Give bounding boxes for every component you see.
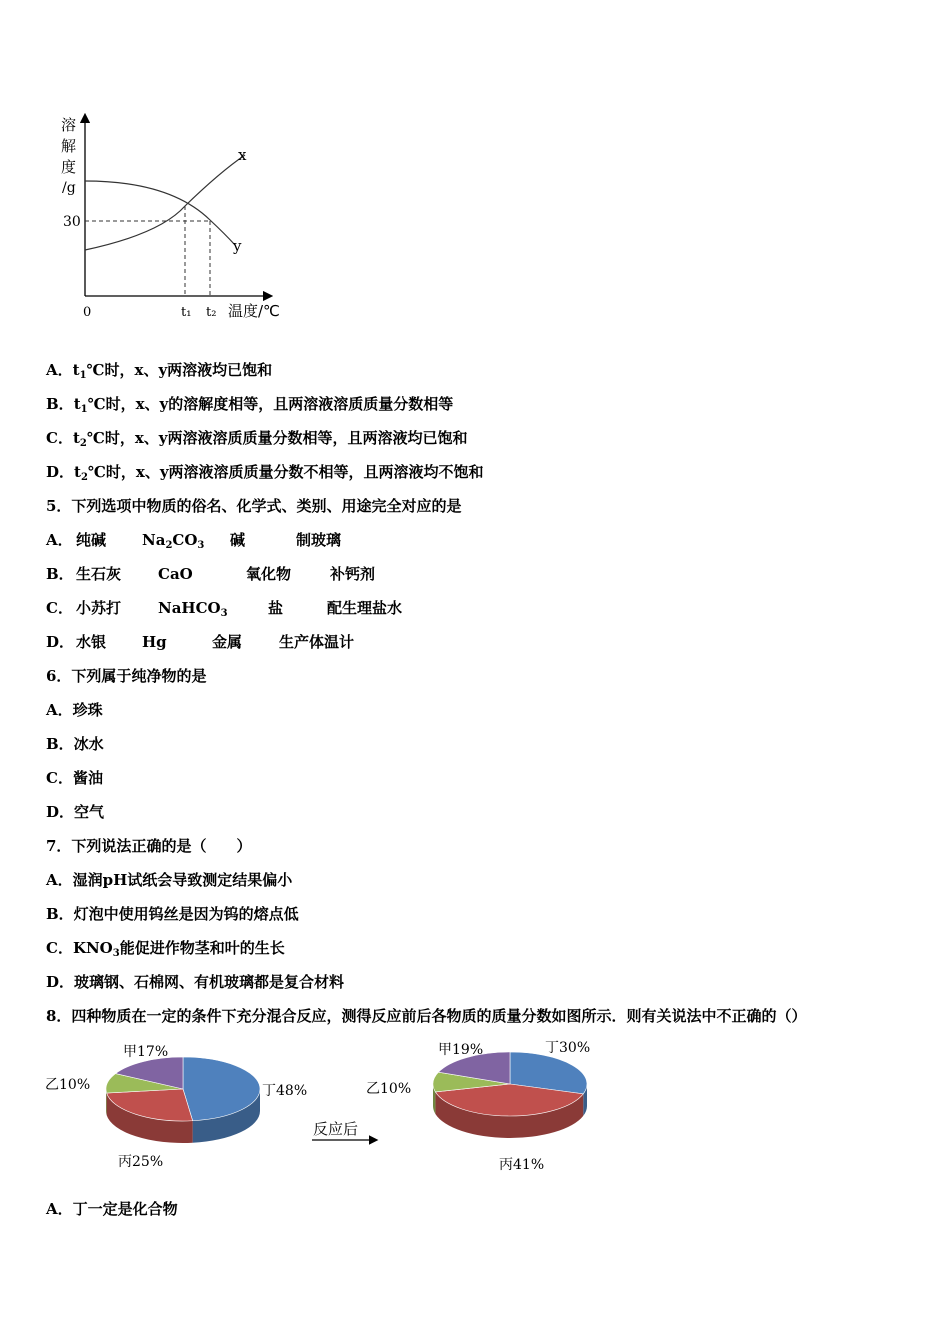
pie-charts-figure: [40, 1032, 610, 1182]
y-axis-label-3: 度: [61, 158, 77, 176]
curve-y: [85, 181, 235, 245]
x-axis-label: 温度/℃: [228, 302, 280, 320]
y-tick-30: 30: [63, 214, 81, 230]
q6-option-b: B．冰水: [46, 735, 104, 753]
label-after-bing: 丙41%: [499, 1157, 545, 1173]
x-tick-t2: t₂: [206, 305, 217, 320]
pie-after: [433, 1052, 587, 1138]
q6-option-d: D．空气: [46, 803, 105, 821]
q6-option-a: A．珍珠: [46, 701, 103, 719]
q7-option-a: A．湿润pH试纸会导致测定结果偏小: [46, 871, 293, 889]
label-before-yi: 乙10%: [45, 1077, 91, 1093]
q5-formula-c: NaHCO$_3$: [158, 599, 228, 619]
x-tick-t1: t₁: [181, 305, 192, 320]
q4-option-c: C．$t_2℃$时，x、y两溶液溶质质量分数相等，且两溶液均已饱和: [46, 429, 468, 449]
q5-option-c: C． 小苏打 NaHCO$_3$ 盐 配生理盐水: [46, 599, 403, 619]
label-after-yi: 乙10%: [366, 1081, 412, 1097]
origin-label: 0: [83, 305, 92, 320]
q6-option-c: C．酱油: [46, 769, 103, 787]
q4-option-d: D．$t_2℃$时，x、y两溶液溶质质量分数不相等，且两溶液均不饱和: [46, 463, 484, 483]
q5-option-a: A． 纯碱 $Na_2CO_3$ 碱 制玻璃: [46, 531, 342, 551]
q5-option-b: B． 生石灰 CaO 氧化物 补钙剂: [46, 565, 376, 583]
q7-option-c: C．$KNO_3$能促进作物茎和叶的生长: [46, 939, 285, 959]
q5-formula-a: $Na_2CO_3$: [142, 531, 205, 551]
q7-option-d: D．玻璃钢、石棉网、有机玻璃都是复合材料: [46, 973, 345, 991]
pie-before: [106, 1057, 260, 1143]
solubility-graph: [50, 110, 300, 325]
q5-stem: 5．下列选项中物质的俗名、化学式、类别、用途完全对应的是: [46, 497, 462, 515]
y-axis-label-4: /g: [62, 180, 76, 196]
label-after-ding: 丁30%: [545, 1040, 591, 1056]
q7-option-b: B．灯泡中使用钨丝是因为钨的熔点低: [46, 905, 299, 923]
q5-formula-b: CaO: [158, 565, 193, 583]
label-before-jia: 甲17%: [123, 1044, 169, 1060]
q5-formula-d: Hg: [142, 633, 167, 651]
q4-option-b: B．$t_1℃$时，x、y的溶解度相等，且两溶液溶质质量分数相等: [46, 395, 454, 415]
y-axis-label-1: 溶: [61, 116, 77, 134]
y-axis-label-2: 解: [61, 137, 77, 155]
q6-stem: 6．下列属于纯净物的是: [46, 667, 207, 685]
q7-stem: 7．下列说法正确的是（ ）: [46, 837, 252, 855]
curve-x: [85, 155, 245, 250]
label-before-bing: 丙25%: [118, 1154, 164, 1170]
label-after-jia: 甲19%: [438, 1042, 484, 1058]
curve-x-label: x: [238, 146, 247, 164]
q8-option-a: A．丁一定是化合物: [46, 1200, 178, 1218]
curve-y-label: y: [233, 237, 242, 255]
q4-option-a: A．$t_1℃$时，x、y两溶液均已饱和: [46, 361, 273, 381]
arrow-label: 反应后: [313, 1120, 359, 1138]
q5-option-d: D． 水银 Hg 金属 生产体温计: [46, 633, 355, 651]
label-before-ding: 丁48%: [262, 1083, 308, 1099]
q8-stem: 8．四种物质在一定的条件下充分混合反应，测得反应前后各物质的质量分数如图所示．则有关说法中不正确的（）: [46, 1007, 807, 1025]
